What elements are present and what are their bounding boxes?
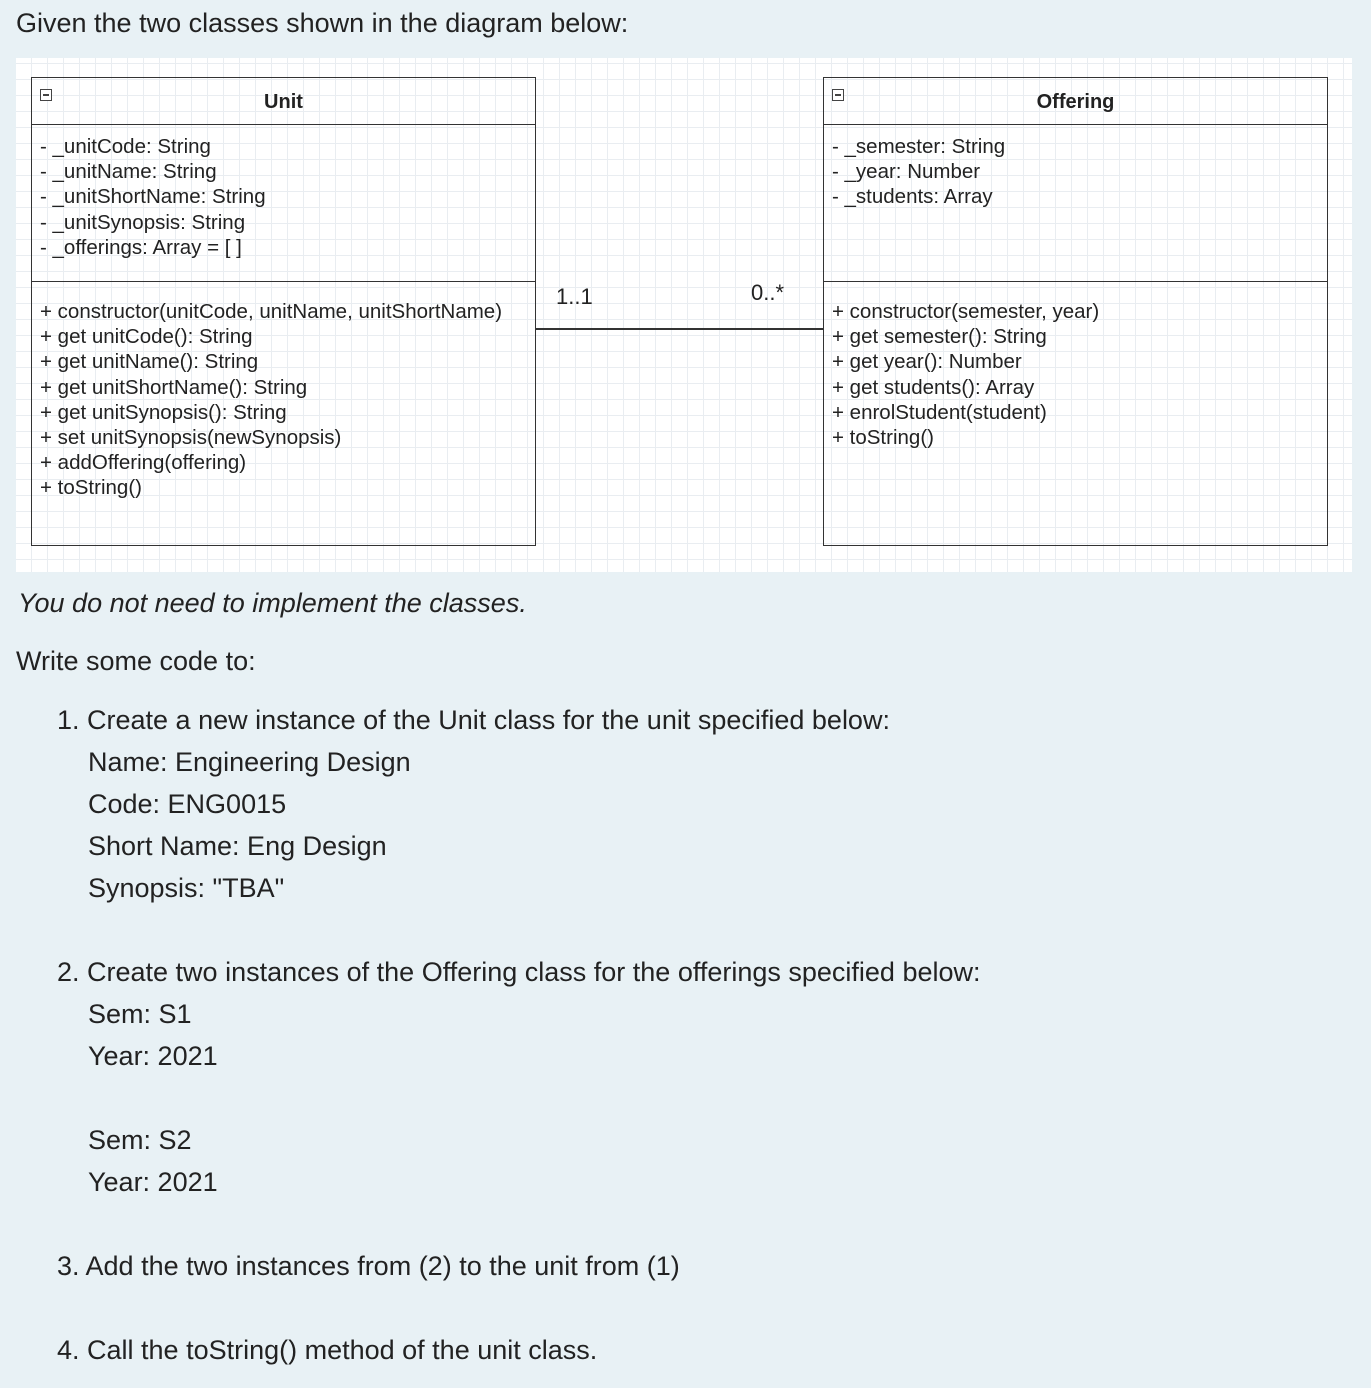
offering-method: + enrolStudent(student) — [832, 400, 1047, 424]
association-line — [535, 328, 823, 330]
lead-text: Write some code to: — [16, 646, 256, 676]
task-4 — [57, 1329, 597, 1371]
task-heading: 4. Call the toString() method of the unit class. — [57, 1335, 598, 1365]
task-heading: 1. Create a new instance of the Unit class for the unit specified below: — [57, 705, 890, 735]
offering-multiplicity: 0..* — [751, 280, 785, 305]
task-3 — [57, 1245, 680, 1287]
offering-attribute: - _students: Array — [832, 185, 993, 209]
task-detail: Name: Engineering Design — [88, 747, 411, 777]
offering-attributes — [824, 125, 1327, 282]
uml-diagram — [16, 58, 1352, 572]
unit-class-header — [32, 78, 535, 125]
unit-method: + addOffering(offering) — [40, 451, 247, 475]
intro-text: Given the two classes shown in the diagram below: — [16, 8, 629, 38]
task-2 — [57, 951, 981, 1203]
unit-attribute: - _unitName: String — [40, 160, 217, 184]
offering-methods — [824, 282, 1327, 450]
unit-attributes — [32, 125, 535, 282]
unit-method: + get unitShortName(): String — [40, 375, 308, 399]
offering-method: + toString() — [832, 426, 934, 450]
offering-class-name: Offering — [1036, 91, 1115, 113]
offering-attribute: - _year: Number — [832, 160, 981, 184]
unit-class-name: Unit — [264, 91, 303, 113]
task-detail: Short Name: Eng Design — [88, 831, 387, 861]
task-detail: Year: 2021 — [88, 1041, 218, 1071]
offering-class-header — [824, 78, 1327, 125]
task-detail: Synopsis: "TBA" — [88, 873, 285, 903]
unit-attribute: - _unitShortName: String — [40, 185, 266, 209]
spacer — [57, 1077, 981, 1119]
task-detail: Sem: S1 — [88, 999, 192, 1029]
task-heading: 2. Create two instances of the Offering class for the offerings specified below: — [57, 957, 981, 987]
unit-class-box — [31, 77, 536, 546]
task-heading: 3. Add the two instances from (2) to the unit from (1) — [57, 1251, 680, 1281]
unit-multiplicity: 1..1 — [556, 284, 593, 309]
collapse-icon[interactable] — [832, 89, 844, 101]
offering-method: + constructor(semester, year) — [832, 300, 1100, 323]
offering-attribute: - _semester: String — [832, 135, 1006, 158]
unit-attribute: - _offerings: Array = [ ] — [40, 235, 242, 259]
collapse-icon[interactable] — [40, 89, 52, 101]
offering-method: + get students(): Array — [832, 375, 1035, 399]
note-text: You do not need to implement the classes. — [18, 588, 527, 618]
task-detail: Code: ENG0015 — [88, 789, 287, 819]
task-detail: Sem: S2 — [88, 1125, 192, 1155]
unit-method: + toString() — [40, 476, 142, 500]
unit-method: + get unitName(): String — [40, 350, 259, 374]
unit-attribute: - _unitSynopsis: String — [40, 210, 246, 234]
task-detail: Year: 2021 — [88, 1167, 218, 1197]
offering-method: + get semester(): String — [832, 325, 1047, 349]
offering-class-box — [823, 77, 1328, 546]
task-1 — [57, 699, 890, 909]
unit-method: + get unitSynopsis(): String — [40, 400, 287, 424]
unit-method: + get unitCode(): String — [40, 325, 253, 349]
unit-method: + constructor(unitCode, unitName, unitShortName) — [40, 300, 503, 323]
unit-attribute: - _unitCode: String — [40, 135, 211, 158]
unit-method: + set unitSynopsis(newSynopsis) — [40, 426, 342, 450]
offering-method: + get year(): Number — [832, 350, 1022, 374]
unit-methods — [32, 282, 535, 501]
